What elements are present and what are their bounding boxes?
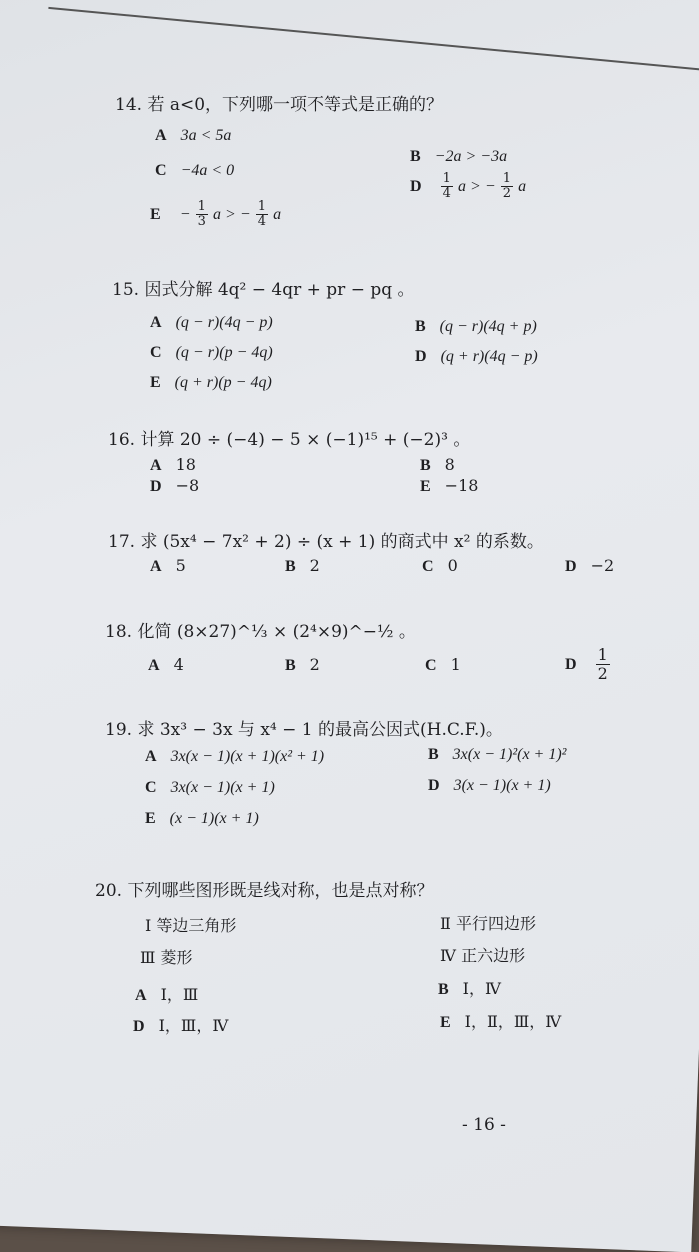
q19-option-d[interactable]: D 3(x − 1)(x + 1) — [428, 777, 551, 794]
q14-option-b[interactable]: B −2a > −3a — [410, 148, 508, 165]
q15-option-d[interactable]: D (q + r)(4q − p) — [415, 348, 538, 365]
q14-option-e[interactable]: E − $\frac{1}{3}$ a > − $\frac{1}{4}$ a — [150, 199, 282, 229]
q20-statement-i: Ⅰ 等边三角形 — [145, 916, 237, 935]
q20-option-b[interactable]: B Ⅰ，Ⅳ — [438, 979, 501, 998]
question-16-stem: 16. 计算 20 ÷ (−4) − 5 × (−1)¹⁵ + (−2)³ 。 — [108, 430, 471, 450]
q15-option-e[interactable]: E (q + r)(p − 4q) — [150, 374, 272, 391]
q20-statement-iii: Ⅲ 菱形 — [140, 948, 193, 967]
q18-option-b[interactable]: B 2 — [285, 655, 320, 674]
q19-option-b[interactable]: B 3x(x − 1)²(x + 1)² — [428, 746, 567, 763]
question-14-stem: 14. 若 a<0，下列哪一项不等式是正确的？ — [115, 95, 444, 115]
header-rule — [48, 7, 699, 74]
question-15-stem: 15. 因式分解 4q² − 4qr + pr − pq 。 — [112, 280, 415, 300]
q14-option-d[interactable]: D $\frac{1}{4}$ a > − $\frac{1}{2}$ a — [410, 171, 527, 201]
q15-option-a[interactable]: A (q − r)(4q − p) — [150, 314, 273, 331]
q19-option-e[interactable]: E (x − 1)(x + 1) — [145, 810, 259, 827]
q16-option-a[interactable]: A 18 — [150, 455, 196, 474]
question-18-stem: 18. 化简 (8×27)^⅓ × (2⁴×9)^−½ 。 — [105, 622, 416, 642]
fraction: $\frac{1}{3}$ — [197, 199, 206, 229]
q17-option-c[interactable]: C 0 — [422, 556, 458, 575]
q19-option-c[interactable]: C 3x(x − 1)(x + 1) — [145, 779, 275, 796]
q17-option-a[interactable]: A 5 — [150, 556, 186, 575]
q19-option-a[interactable]: A 3x(x − 1)(x + 1)(x² + 1) — [145, 748, 325, 765]
fraction: $\frac{1}{2}$ — [502, 171, 511, 201]
q20-statement-ii: Ⅱ 平行四边形 — [440, 914, 536, 933]
q18-option-c[interactable]: C 1 — [425, 655, 461, 674]
q18-option-d[interactable]: D $\frac{1}{2}$ — [565, 645, 608, 683]
q16-option-b[interactable]: B 8 — [420, 455, 455, 474]
q20-option-a[interactable]: A Ⅰ，Ⅲ — [135, 985, 199, 1004]
q16-option-e[interactable]: E −18 — [420, 476, 479, 495]
fraction: $\frac{1}{4}$ — [257, 199, 266, 229]
q17-option-d[interactable]: D −2 — [565, 556, 615, 575]
q15-option-b[interactable]: B (q − r)(4q + p) — [415, 318, 537, 335]
fraction: $\frac{1}{4}$ — [442, 171, 451, 201]
q15-option-c[interactable]: C (q − r)(p − 4q) — [150, 344, 273, 361]
q20-option-e[interactable]: E Ⅰ，Ⅱ，Ⅲ，Ⅳ — [440, 1012, 562, 1031]
question-20-stem: 20. 下列哪些图形既是线对称，也是点对称？ — [95, 881, 434, 901]
q17-option-b[interactable]: B 2 — [285, 556, 320, 575]
q18-option-a[interactable]: A 4 — [148, 655, 184, 674]
q20-option-d[interactable]: D Ⅰ，Ⅲ，Ⅳ — [133, 1016, 229, 1035]
question-19-stem: 19. 求 3x³ − 3x 与 x⁴ − 1 的最高公因式(H.C.F.)。 — [105, 720, 503, 740]
question-17-stem: 17. 求 (5x⁴ − 7x² + 2) ÷ (x + 1) 的商式中 x² 的系数。 — [108, 532, 544, 552]
page-number: - 16 - — [462, 1115, 506, 1135]
q16-option-d[interactable]: D −8 — [150, 476, 200, 495]
q14-option-a[interactable]: A 3a < 5a — [155, 127, 232, 144]
fraction: $\frac{1}{2}$ — [597, 645, 608, 683]
q14-option-c[interactable]: C −4a < 0 — [155, 162, 235, 179]
q20-statement-iv: Ⅳ 正六边形 — [440, 946, 526, 965]
